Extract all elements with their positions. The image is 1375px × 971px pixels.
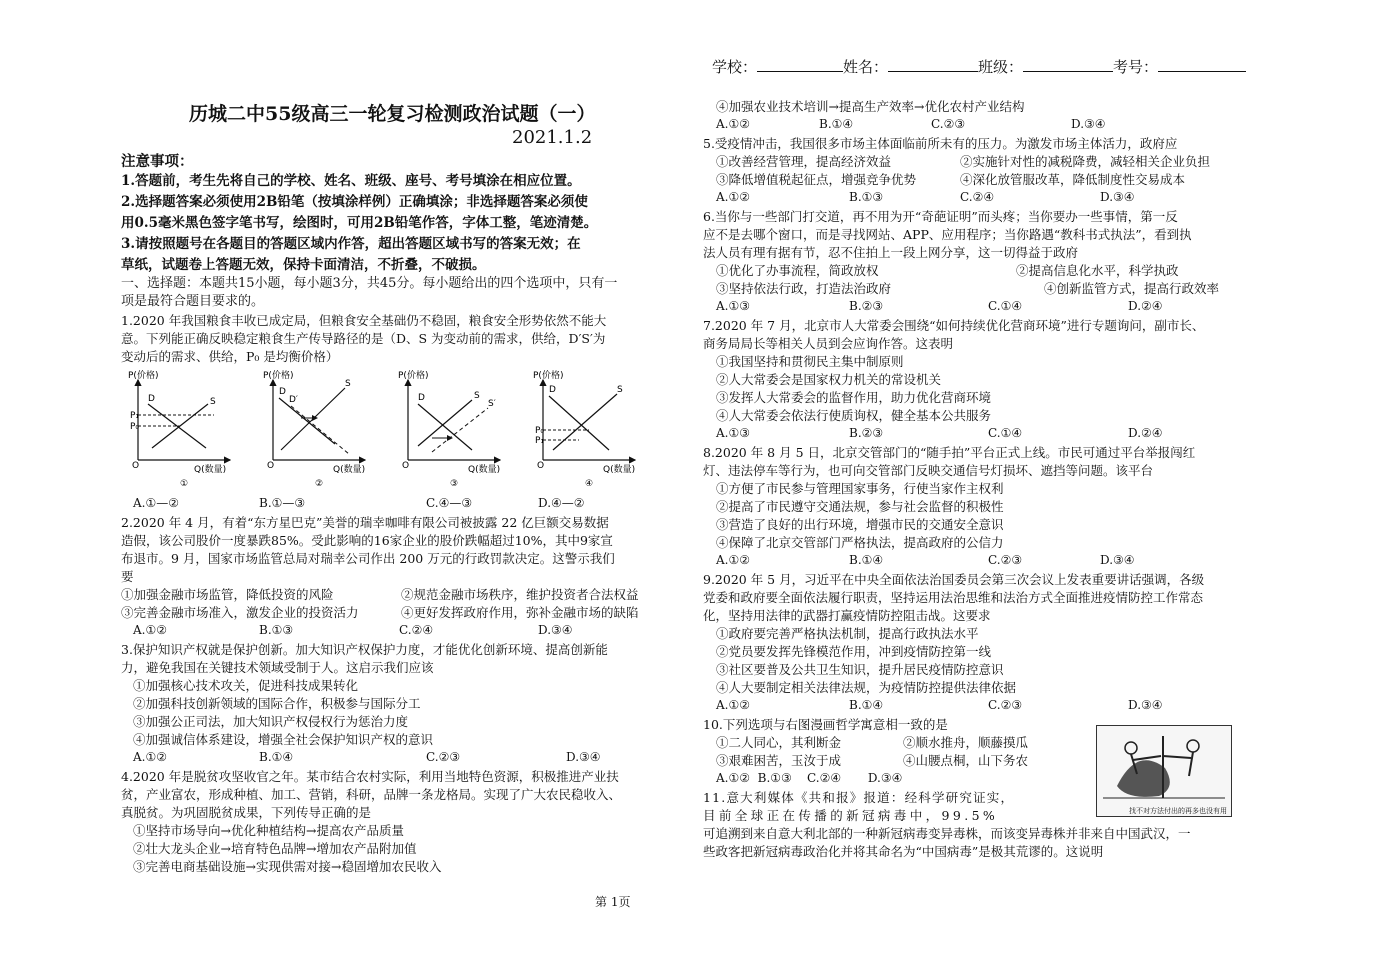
q4-option-b[interactable]: B.①④ [819, 117, 854, 131]
class-label: 班级： [978, 58, 1024, 76]
class-blank[interactable] [1023, 57, 1113, 72]
notice-heading: 注意事项： [121, 153, 194, 170]
q7-item-3: ③发挥人大常委会的监督作用，助力优化营商环境 [716, 390, 992, 405]
q4-line-1: 4.2020 年是脱贫攻坚收官之年。某市结合农村实际，利用当地特色资源，积极推进产业扶 [121, 769, 619, 784]
notice-line-2: 2.选择题答案必须使用2B铅笔（按填涂样例）正确填涂；非选择题答案必须使 [121, 194, 588, 210]
q5-item-2: ②实施针对性的减税降费，减轻相关企业负担 [960, 154, 1211, 169]
svg-text:S: S [345, 379, 351, 389]
q6-item-3: ③坚持依法行政，打造法治政府 [716, 281, 892, 296]
q2-line-2: 造假，该公司股价一度暴跌85%。受此影响的16家企业的股价跌幅超过10%，其中9家宣 [121, 533, 613, 548]
q9-option-a[interactable]: A.①② [716, 698, 750, 712]
q5-option-a[interactable]: A.①② [716, 190, 750, 204]
q6-line-1: 6.当你与一些部门打交道，再不用为开“奇葩证明”而头疼；当你要办一些事情，第一反 [703, 209, 1178, 224]
q9-item-2: ②党员要发挥先锋模范作用，冲到疫情防控第一线 [716, 644, 992, 659]
graph-4-y-label: P(价格) [533, 371, 564, 381]
q11-line-3: 可追溯到来自意大利北部的一种新冠病毒变异毒株，而该变异毒株并非来自中国武汉，一 [703, 826, 1191, 841]
svg-text:P₀: P₀ [535, 426, 545, 436]
q10-line-1: 10.下列选项与右图漫画哲学寓意相一致的是 [703, 717, 948, 732]
q3-item-2: ②加强科技创新领域的国际合作，积极参与国际分工 [133, 696, 421, 711]
q9-option-b[interactable]: B.①④ [849, 698, 884, 712]
q4-item-4: ④加强农业技术培训→提高生产效率→优化农村产业结构 [716, 99, 1025, 114]
svg-text:S′: S′ [488, 399, 496, 409]
svg-text:P₁: P₁ [535, 436, 545, 446]
q7-line-1: 7.2020 年 7 月，北京市人大常委会围绕“如何持续优化营商环境”进行专题询问，副市长、 [703, 318, 1205, 333]
q3-line-2: 力，避免我国在关键技术领域受制于人。这启示我们应该 [121, 660, 434, 675]
q2-item-1: ①加强金融市场监管，降低投资的风险 [121, 587, 334, 602]
q3-option-d[interactable]: D.③④ [566, 750, 601, 764]
q4-option-c[interactable]: C.②③ [931, 117, 966, 131]
q2-item-3: ③完善金融市场准入，激发企业的投资活力 [121, 605, 359, 620]
q4-line-3: 真脱贫。为巩固脱贫成果，下列传导正确的是 [121, 805, 372, 820]
q8-line-1: 8.2020 年 8 月 5 日，北京交管部门的“随手拍”平台正式上线。市民可通过平台举报闯红 [703, 445, 1196, 460]
q7-option-a[interactable]: A.①③ [716, 426, 750, 440]
cartoon-drawing [1097, 726, 1231, 802]
q2-line-4: 要 [121, 569, 134, 584]
q10-item-3: ③艰难困苦，玉汝于成 [716, 753, 842, 768]
q4-option-d[interactable]: D.③④ [1071, 117, 1106, 131]
graph-1-x-label: Q(数量) [194, 465, 227, 475]
q7-item-1: ①我国坚持和贯彻民主集中制原则 [716, 354, 904, 369]
q1-line-2: 意。下列能正确反映稳定粮食生产传导路径的是（D、S 为变动前的需求，供给，D′S′为 [121, 331, 606, 346]
exam-no-blank[interactable] [1158, 57, 1246, 72]
q2-option-b[interactable]: B.①③ [259, 623, 294, 637]
svg-text:D: D [279, 387, 286, 397]
q5-line-1: 5.受疫情冲击，我国很多市场主体面临前所未有的压力。为激发市场主体活力，政府应 [703, 136, 1178, 151]
exam-no-label: 考号： [1113, 58, 1159, 76]
graph-2-x-label: Q(数量) [333, 465, 366, 475]
q9-item-1: ①政府要完善严格执法机制，提高行政执法水平 [716, 626, 979, 641]
q5-option-d[interactable]: D.③④ [1100, 190, 1135, 204]
q3-option-c[interactable]: C.②③ [426, 750, 461, 764]
graph-3-y-label: P(价格) [398, 371, 429, 381]
q8-item-2: ②提高了市民遵守交通法规，参与社会监督的积极性 [716, 499, 1004, 514]
notice-line-5: 草纸，试题卷上答题无效，保持卡面清洁，不折叠，不破损。 [121, 257, 486, 273]
q7-option-c[interactable]: C.①④ [988, 426, 1023, 440]
cartoon-image [1096, 725, 1232, 817]
q6-item-2: ②提高信息化水平，科学执政 [1016, 263, 1179, 278]
q5-item-3: ③降低增值税起征点，增强竞争优势 [716, 172, 917, 187]
q5-option-c[interactable]: C.②④ [960, 190, 995, 204]
q10-item-2: ②顺水推舟，顺藤摸瓜 [903, 735, 1029, 750]
svg-text:D′: D′ [289, 395, 298, 405]
q5-item-1: ①改善经营管理，提高经济效益 [716, 154, 892, 169]
graph-4-x-label: Q(数量) [603, 465, 636, 475]
q11-line-4: 些政客把新冠病毒政治化并将其命名为“中国病毒”是极其荒谬的。这说明 [703, 844, 1104, 859]
q5-item-4: ④深化放管服改革，降低制度性交易成本 [960, 172, 1186, 187]
graph-1-number: ① [180, 479, 189, 488]
q8-line-2: 灯、违法停车等行为，也可向交管部门反映交通信号灯损坏、遮挡等问题。该平台 [703, 463, 1154, 478]
q8-option-a[interactable]: A.①② [716, 553, 750, 567]
q2-option-a[interactable]: A.①② [133, 623, 167, 637]
name-label: 姓名： [843, 58, 889, 76]
svg-text:P₁: P₁ [130, 411, 140, 421]
q6-option-c[interactable]: C.①④ [988, 299, 1023, 313]
q6-option-b[interactable]: B.②③ [849, 299, 884, 313]
svg-text:D: D [549, 385, 556, 395]
q6-option-d[interactable]: D.②④ [1128, 299, 1163, 313]
graph-4-number: ④ [585, 479, 594, 488]
q2-line-3: 布退市。9 月，国家市场监管总局对瑞幸公司作出 200 万元的行政罚款决定。这警示我们 [121, 551, 615, 566]
graph-2-number: ② [315, 479, 324, 488]
q9-option-d[interactable]: D.③④ [1128, 698, 1163, 712]
page-title: 历城二中55级高三一轮复习检测政治试题（一） [189, 103, 596, 125]
q9-option-c[interactable]: C.②③ [988, 698, 1023, 712]
q8-item-1: ①方便了市民参与管理国家事务，行使当家作主权利 [716, 481, 1004, 496]
svg-text:P₀: P₀ [130, 422, 140, 432]
q1-option-d[interactable]: D.④—② [538, 496, 585, 510]
section-intro-1: 一、选择题：本题共15小题，每小题3分，共45分。每小题给出的四个选项中，只有一 [121, 276, 618, 291]
q7-option-d[interactable]: D.②④ [1128, 426, 1163, 440]
q1-line-1: 1.2020 年我国粮食丰收已成定局，但粮食安全基础仍不稳固，粮食安全形势依然不能大 [121, 313, 607, 328]
q8-item-4: ④保障了北京交管部门严格执法，提高政府的公信力 [716, 535, 1004, 550]
q3-item-1: ①加强核心技术攻关，促进科技成果转化 [133, 678, 359, 693]
q2-option-c[interactable]: C.②④ [399, 623, 434, 637]
graph-3-number: ③ [450, 479, 459, 488]
student-info-header [712, 56, 1246, 77]
graph-1-y-label: P(价格) [128, 371, 159, 381]
graph-3-x-label: Q(数量) [468, 465, 501, 475]
q1-option-a[interactable]: A.①—② [133, 496, 179, 510]
q8-item-3: ③营造了良好的出行环境，增强市民的交通安全意识 [716, 517, 1004, 532]
graph-1-origin: O [132, 461, 140, 471]
exam-date: 2021.1.2 [512, 127, 593, 148]
q6-line-2: 应不是去哪个窗口，而是寻找网站、APP、应用程序；当你路遇“教科书式执法”，看到执 [703, 227, 1192, 242]
q7-line-2: 商务局局长等相关人员到会应询作答。这表明 [703, 336, 954, 351]
q1-option-c[interactable]: C.④—③ [426, 496, 473, 510]
q1-option-b[interactable]: B.①—③ [259, 496, 306, 510]
q8-option-c[interactable]: C.②③ [988, 553, 1023, 567]
page-number: 第 1页 [595, 895, 631, 909]
q3-option-b[interactable]: B.①④ [259, 750, 294, 764]
graph-4 [533, 369, 635, 488]
cartoon-caption: 找不对方法付出的再多也没有用 [1129, 807, 1227, 815]
q8-option-d[interactable]: D.③④ [1100, 553, 1135, 567]
notice-line-4: 3.请按照题号在各题目的答题区域内作答，超出答题区域书写的答案无效；在 [121, 236, 581, 252]
q1-line-3: 变动后的需求、供给，P₀ 是均衡价格） [121, 349, 339, 364]
graph-4-origin: O [537, 461, 545, 471]
q9-item-4: ④人大要制定相关法律法规，为疫情防控提供法律依据 [716, 680, 1017, 695]
q3-item-3: ③加强公正司法，加大知识产权侵权行为惩治力度 [133, 714, 409, 729]
graph-3-origin: O [402, 461, 410, 471]
section-intro-2: 项是最符合题目要求的。 [121, 294, 265, 309]
q2-option-d[interactable]: D.③④ [538, 623, 573, 637]
q4-option-a[interactable]: A.①② [716, 117, 750, 131]
q9-line-1: 9.2020 年 5 月，习近平在中央全面依法治国委员会第三次会议上发表重要讲话强调，各级 [703, 572, 1205, 587]
q2-item-4: ④更好发挥政府作用，弥补金融市场的缺陷 [401, 605, 639, 620]
svg-text:D: D [418, 393, 425, 403]
graph-2 [263, 369, 365, 488]
q7-item-2: ②人大常委会是国家权力机关的常设机关 [716, 372, 942, 387]
q3-line-1: 3.保护知识产权就是保护创新。加大知识产权保护力度，才能优化创新环境、提高创新能 [121, 642, 608, 657]
graph-3 [398, 369, 500, 488]
q6-item-4: ④创新监管方式，提高行政效率 [1044, 281, 1220, 296]
school-blank[interactable] [757, 57, 843, 72]
q6-item-1: ①优化了办事流程，简政放权 [716, 263, 879, 278]
q9-line-3: 化，坚持用法律的武器打赢疫情防控阻击战。这要求 [703, 608, 991, 623]
q4-item-3: ③完善电商基础设施→实现供需对接→稳固增加农民收入 [133, 859, 442, 874]
q11-line-1: 11.意大利媒体《共和报》报道：经科学研究证实， [703, 790, 1015, 805]
q10-item-1: ①二人同心，其利断金 [716, 735, 842, 750]
q6-line-3: 法人员有理有据有节，忍不住拍上一段上网分享，这一切得益于政府 [703, 245, 1079, 260]
q10-options[interactable]: A.①② B.①③ C.②④ D.③④ [716, 771, 903, 785]
q7-item-4: ④人大常委会依法行使质询权，健全基本公共服务 [716, 408, 992, 423]
q10-item-4: ④山腰点桐，山下务农 [903, 753, 1029, 768]
q2-item-2: ②规范金融市场秩序，维护投资者合法权益 [401, 587, 639, 602]
q4-item-1: ①坚持市场导向→优化种植结构→提高农产品质量 [133, 823, 404, 838]
notice-line-1: 1.答题前，考生先将自己的学校、姓名、班级、座号、考号填涂在相应位置。 [121, 173, 581, 189]
name-blank[interactable] [888, 57, 978, 72]
q7-option-b[interactable]: B.②③ [849, 426, 884, 440]
q4-item-2: ②壮大龙头企业→培育特色品牌→增加农产品附加值 [133, 841, 417, 856]
q9-line-2: 党委和政府要全面依法履行职责，坚持运用法治思维和法治方式全面推进疫情防控工作常态 [703, 590, 1204, 605]
graph-2-y-label: P(价格) [263, 371, 294, 381]
notice-line-3: 用0.5毫米黑色签字笔书写，绘图时，可用2B铅笔作答，字体工整，笔迹清楚。 [121, 215, 598, 231]
svg-text:D: D [148, 394, 155, 404]
graph-1 [128, 369, 230, 488]
q11-line-2: 目前全球正在传播的新冠病毒中，99.5% [703, 808, 999, 823]
q3-option-a[interactable]: A.①② [133, 750, 167, 764]
q9-item-3: ③社区要普及公共卫生知识，提升居民疫情防控意识 [716, 662, 1004, 677]
svg-text:S: S [474, 391, 480, 401]
svg-text:S: S [210, 397, 216, 407]
q1-graphs [118, 368, 658, 488]
q2-line-1: 2.2020 年 4 月，有着“东方星巴克”美誉的瑞幸咖啡有限公司被披露 22 亿巨额交易数据 [121, 515, 609, 530]
q3-item-4: ④加强诚信体系建设，增强全社会保护知识产权的意识 [133, 732, 434, 747]
q6-option-a[interactable]: A.①③ [716, 299, 750, 313]
q4-line-2: 贫，产业富农，形成种植、加工、营销，科研，品牌一条龙格局。实现了广大农民稳收入、 [121, 787, 622, 802]
school-label: 学校： [712, 58, 758, 76]
svg-text:S: S [617, 385, 623, 395]
graph-2-origin: O [267, 461, 275, 471]
q8-option-b[interactable]: B.①④ [849, 553, 884, 567]
q5-option-b[interactable]: B.①③ [849, 190, 884, 204]
